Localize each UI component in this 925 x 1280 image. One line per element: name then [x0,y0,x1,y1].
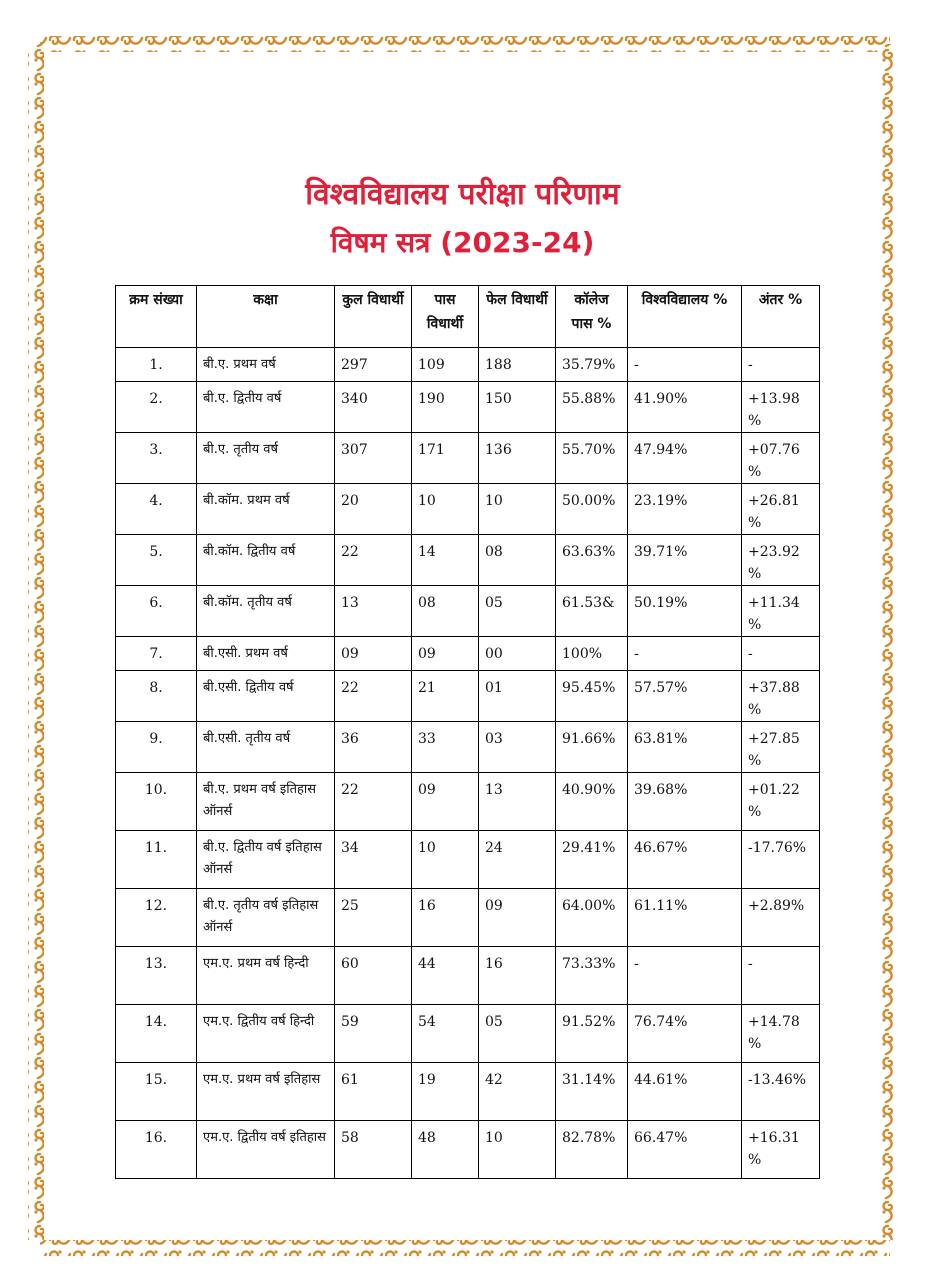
cell-class: बी.एसी. द्वितीय वर्ष [197,671,335,722]
cell-total: 61 [335,1063,412,1121]
cell-pass: 44 [412,947,479,1005]
cell-university: 57.57% [628,671,742,722]
cell-fail: 01 [479,671,556,722]
cell-class: एम.ए. द्वितीय वर्ष हिन्दी [197,1005,335,1063]
cell-college-pass: 50.00% [556,484,628,535]
cell-serial: 16. [116,1121,197,1179]
header-serial: क्रम संख्या [116,286,197,348]
cell-serial: 15. [116,1063,197,1121]
header-pass: पास विधार्थी [412,286,479,348]
cell-university: 50.19% [628,586,742,637]
cell-college-pass: 95.45% [556,671,628,722]
cell-pass: 08 [412,586,479,637]
cell-university: - [628,947,742,1005]
cell-class: बी.एसी. प्रथम वर्ष [197,637,335,671]
cell-university: 39.71% [628,535,742,586]
cell-university: 61.11% [628,889,742,947]
cell-class: बी.ए. प्रथम वर्ष [197,348,335,382]
cell-college-pass: 91.52% [556,1005,628,1063]
table-row [116,433,820,484]
cell-class: बी.कॉम. द्वितीय वर्ष [197,535,335,586]
table-row [116,1063,820,1121]
page-title: विश्वविद्यालय परीक्षा परिणाम [305,177,620,212]
cell-college-pass: 40.90% [556,773,628,831]
cell-class: बी.ए. प्रथम वर्ष इतिहास ऑनर्स [197,773,335,831]
cell-fail: 00 [479,637,556,671]
cell-difference: +14.78% [742,1005,820,1063]
cell-college-pass: 73.33% [556,947,628,1005]
table-row [116,535,820,586]
cell-difference: +27.85% [742,722,820,773]
cell-college-pass: 31.14% [556,1063,628,1121]
table-row [116,831,820,889]
cell-serial: 5. [116,535,197,586]
cell-pass: 09 [412,773,479,831]
cell-fail: 16 [479,947,556,1005]
cell-pass: 109 [412,348,479,382]
title-block [0,172,925,266]
header-university: विश्वविद्यालय % [628,286,742,348]
cell-pass: 10 [412,484,479,535]
table-row [116,484,820,535]
cell-university: 47.94% [628,433,742,484]
cell-total: 09 [335,637,412,671]
table-row [116,773,820,831]
cell-pass: 171 [412,433,479,484]
cell-serial: 2. [116,382,197,433]
cell-difference: - [742,947,820,1005]
cell-fail: 42 [479,1063,556,1121]
results-table [115,285,820,1179]
cell-total: 20 [335,484,412,535]
cell-total: 22 [335,671,412,722]
cell-class: एम.ए. प्रथम वर्ष हिन्दी [197,947,335,1005]
table-row [116,382,820,433]
header-fail: फेल विधार्थी [479,286,556,348]
cell-class: बी.ए. तृतीय वर्ष [197,433,335,484]
cell-total: 60 [335,947,412,1005]
results-body [116,348,820,1179]
cell-total: 307 [335,433,412,484]
header-difference: अंतर % [742,286,820,348]
table-row [116,889,820,947]
cell-fail: 150 [479,382,556,433]
cell-university: 63.81% [628,722,742,773]
cell-college-pass: 64.00% [556,889,628,947]
cell-serial: 4. [116,484,197,535]
cell-university: 46.67% [628,831,742,889]
table-row [116,637,820,671]
cell-pass: 14 [412,535,479,586]
table-row [116,947,820,1005]
cell-fail: 09 [479,889,556,947]
table-row [116,722,820,773]
cell-fail: 10 [479,1121,556,1179]
cell-university: 39.68% [628,773,742,831]
cell-total: 22 [335,773,412,831]
cell-university: 44.61% [628,1063,742,1121]
table-row [116,671,820,722]
cell-total: 340 [335,382,412,433]
header-college-pass: कॉलेज पास % [556,286,628,348]
cell-class: बी.ए. द्वितीय वर्ष इतिहास ऑनर्स [197,831,335,889]
cell-total: 36 [335,722,412,773]
cell-college-pass: 35.79% [556,348,628,382]
cell-difference: -17.76% [742,831,820,889]
cell-fail: 136 [479,433,556,484]
table-row [116,348,820,382]
cell-total: 22 [335,535,412,586]
cell-college-pass: 55.70% [556,433,628,484]
cell-serial: 6. [116,586,197,637]
cell-difference: +07.76% [742,433,820,484]
cell-difference: +13.98% [742,382,820,433]
cell-class: बी.ए. तृतीय वर्ष इतिहास ऑनर्स [197,889,335,947]
cell-fail: 05 [479,586,556,637]
cell-university: 41.90% [628,382,742,433]
cell-fail: 03 [479,722,556,773]
cell-difference: +26.81% [742,484,820,535]
cell-total: 297 [335,348,412,382]
cell-pass: 48 [412,1121,479,1179]
cell-serial: 13. [116,947,197,1005]
cell-pass: 16 [412,889,479,947]
cell-difference: +16.31% [742,1121,820,1179]
cell-pass: 190 [412,382,479,433]
cell-pass: 10 [412,831,479,889]
cell-serial: 9. [116,722,197,773]
cell-serial: 14. [116,1005,197,1063]
cell-fail: 13 [479,773,556,831]
cell-class: एम.ए. द्वितीय वर्ष इतिहास [197,1121,335,1179]
page-subtitle: विषम सत्र (2023-24) [330,226,595,259]
cell-college-pass: 91.66% [556,722,628,773]
cell-class: बी.कॉम. प्रथम वर्ष [197,484,335,535]
cell-fail: 08 [479,535,556,586]
cell-class: बी.एसी. तृतीय वर्ष [197,722,335,773]
cell-total: 58 [335,1121,412,1179]
cell-class: बी.कॉम. तृतीय वर्ष [197,586,335,637]
table-row [116,586,820,637]
table-row [116,1121,820,1179]
cell-pass: 09 [412,637,479,671]
cell-serial: 3. [116,433,197,484]
cell-university: - [628,637,742,671]
cell-serial: 11. [116,831,197,889]
cell-college-pass: 82.78% [556,1121,628,1179]
cell-university: 23.19% [628,484,742,535]
cell-serial: 7. [116,637,197,671]
cell-fail: 24 [479,831,556,889]
cell-difference: - [742,637,820,671]
cell-college-pass: 29.41% [556,831,628,889]
cell-fail: 05 [479,1005,556,1063]
cell-university: 76.74% [628,1005,742,1063]
cell-class: बी.ए. द्वितीय वर्ष [197,382,335,433]
table-row [116,1005,820,1063]
cell-university: - [628,348,742,382]
cell-pass: 33 [412,722,479,773]
header-row [116,286,820,348]
cell-serial: 10. [116,773,197,831]
cell-total: 59 [335,1005,412,1063]
cell-serial: 1. [116,348,197,382]
cell-difference: - [742,348,820,382]
cell-difference: +11.34% [742,586,820,637]
cell-difference: +01.22% [742,773,820,831]
cell-total: 13 [335,586,412,637]
cell-pass: 54 [412,1005,479,1063]
cell-college-pass: 100% [556,637,628,671]
cell-pass: 19 [412,1063,479,1121]
cell-difference: +37.88% [742,671,820,722]
cell-total: 25 [335,889,412,947]
cell-difference: +23.92% [742,535,820,586]
cell-class: एम.ए. प्रथम वर्ष इतिहास [197,1063,335,1121]
cell-fail: 10 [479,484,556,535]
cell-difference: +2.89% [742,889,820,947]
cell-pass: 21 [412,671,479,722]
cell-college-pass: 61.53& [556,586,628,637]
cell-total: 34 [335,831,412,889]
cell-serial: 12. [116,889,197,947]
header-total: कुल विधार्थी [335,286,412,348]
cell-serial: 8. [116,671,197,722]
cell-fail: 188 [479,348,556,382]
cell-difference: -13.46% [742,1063,820,1121]
cell-college-pass: 63.63% [556,535,628,586]
cell-college-pass: 55.88% [556,382,628,433]
cell-university: 66.47% [628,1121,742,1179]
header-class: कक्षा [197,286,335,348]
